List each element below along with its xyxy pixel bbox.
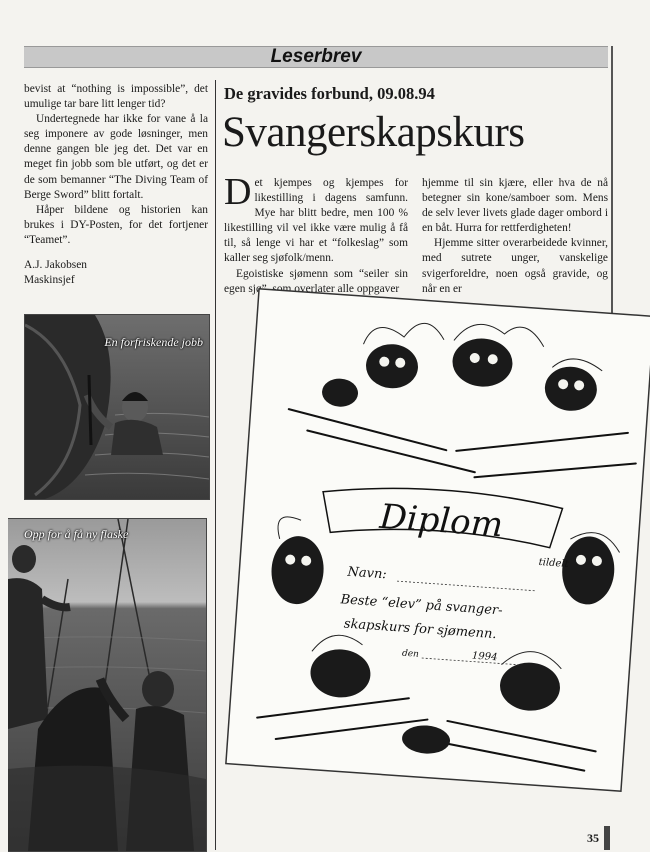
article-kicker: De gravides forbund, 09.08.94: [224, 84, 435, 103]
boarding-photo-image: [8, 519, 206, 851]
article-paragraph: Egoistiske sjømenn som “seiler sin egen sjø”, som overlater alle oppgaver: [224, 267, 408, 295]
article-column-2: [422, 176, 608, 297]
drop-cap: D: [224, 171, 252, 213]
diploma-date-label: den: [401, 648, 420, 660]
column-divider: [215, 80, 216, 850]
letter-paragraph: Undertegnede har ikke for vane å la seg imponere av gode løsninger, men denne gangen ble jeg det. Det var en meget fin jobb som ble utført, og det er de som bemanner “The Diving Team of Berge Sword” blitt fortalt.: [24, 113, 208, 201]
letter-signature: [24, 258, 208, 288]
article-paragraph: hjemme til sin kjære, eller hva de nå betegner sin kone/samboer som. Mens de selv lever livets glade dager ombord i en båt. Hurra for rettferdigheten!: [422, 177, 608, 235]
diploma-line-2: skapskurs for sjømenn.: [343, 616, 498, 643]
article-paragraph: [224, 171, 408, 267]
letter-column: [24, 82, 208, 288]
letter-paragraph: bevist at “nothing is impossible”, det umulige tar bare litt lenger tid?: [24, 83, 208, 111]
article-paragraph: Hjemme sitter overarbeidede kvinner, med sutrete unger, vanskelige svigerforeldre, noen også gravide, og når en er: [422, 237, 608, 295]
photo-diver-in-water: [24, 314, 210, 500]
diploma-name-label: Navn:: [347, 564, 388, 583]
letter-paragraph: Håper bildene og historien kan brukes i DY-Posten, for det fortjener “Teamet”.: [24, 203, 208, 246]
signature-name: A.J. Jakobsen: [24, 259, 87, 272]
article-headline: Svangerskapskurs: [222, 109, 525, 156]
photo-diver-boarding: [8, 518, 207, 852]
page-number: 35: [587, 831, 599, 845]
diploma-title: Diplom: [378, 496, 505, 546]
photo2-caption: Opp for å få ny flaske: [24, 527, 129, 541]
section-header-bar: [24, 46, 608, 68]
diploma-line-1: Beste “elev” på svanger-: [340, 592, 503, 619]
article-text: et kjempes og kjempes for likestilling i dagens samfunn. Mye har blitt bedre, men 100 % likestilling vil vel ikke være mulig å få til, så lenge vi har et “folkeslag” som kaller seg sjøfolk/menn.: [224, 177, 408, 265]
article-column-1: [224, 171, 408, 297]
diploma-year: 1994: [471, 650, 498, 664]
signature-title: Maskinsjef: [24, 274, 75, 287]
photo1-caption: En forfriskende jobb: [104, 335, 203, 349]
diploma-tildelt: tildelt: [538, 556, 569, 571]
page-tab-marker: [604, 826, 610, 850]
diploma-illustration: [224, 287, 650, 794]
section-title: Leserbrev: [270, 46, 362, 67]
troll-diploma-drawing: [224, 287, 650, 794]
